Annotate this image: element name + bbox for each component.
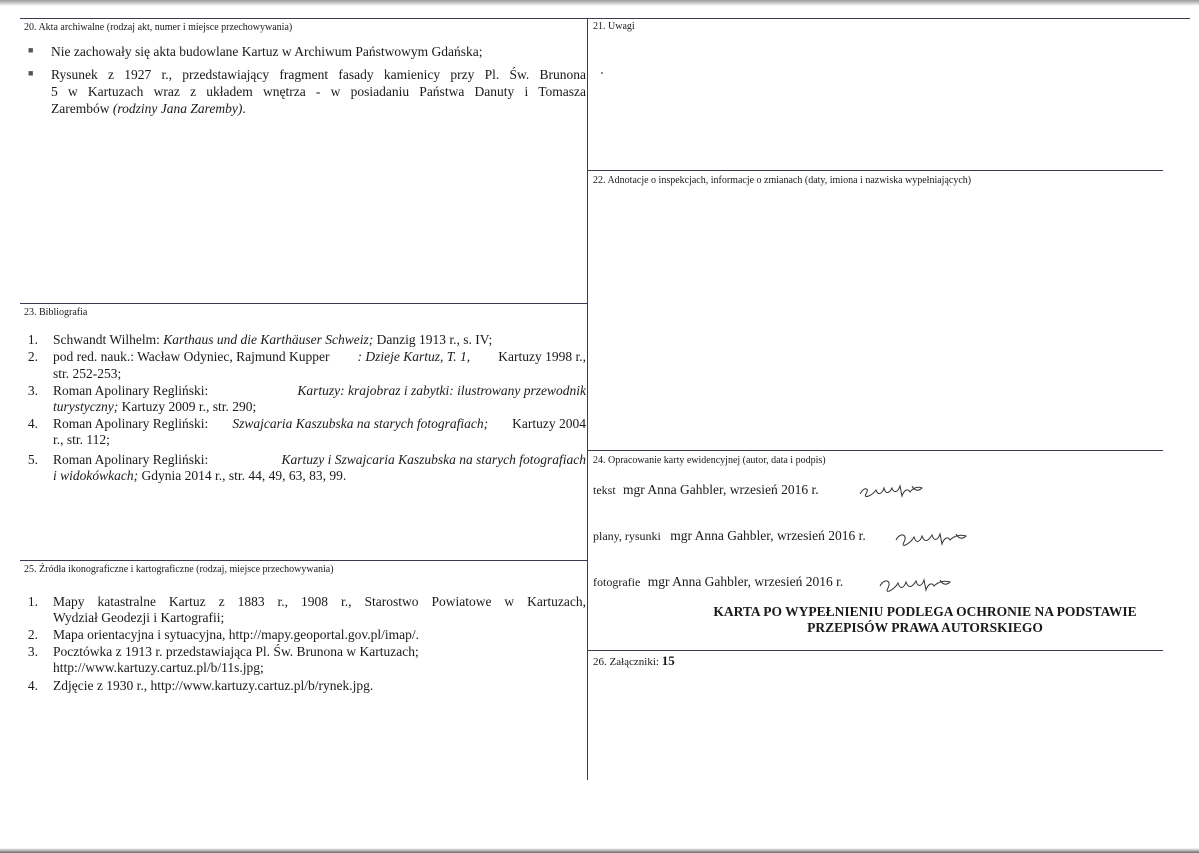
authorship-row-plans <box>593 528 866 544</box>
rule-24-26 <box>587 650 1163 651</box>
authorship-row-photos <box>593 574 843 590</box>
authorship-label: tekst <box>593 483 616 497</box>
authorship-value: mgr Anna Gahbler, wrzesień 2016 r. <box>670 528 866 543</box>
source-item-3: Pocztówka z 1913 r. przedstawiająca Pl. Św. Brunona w Kartuzach; <box>53 644 419 659</box>
section-22-header: 22. Adnotacje o inspekcjach, informacje o zmianach (daty, imiona i nazwiska wypełniających) <box>593 175 972 186</box>
top-rule <box>20 18 1190 19</box>
bib-4-author: Roman Apolinary Regliński: <box>53 416 209 431</box>
source-item-4: Zdjęcie z 1930 r., http://www.kartuzy.cartuz.pl/b/rynek.jpg. <box>53 678 374 693</box>
source-item-3-line-2: http://www.kartuzy.cartuz.pl/b/11s.jpg; <box>53 660 264 675</box>
section-26-header <box>593 655 675 668</box>
bib-number: 4. <box>27 416 38 431</box>
bib-item-4-line-2: r., str. 112; <box>53 432 110 447</box>
bib-1-author: Schwandt Wilhelm: <box>53 332 164 347</box>
bib-5-author: Roman Apolinary Regliński: <box>53 452 209 467</box>
scan-bottom-edge <box>0 848 1199 853</box>
bib-5-title-cont: i widokówkach; <box>53 468 139 483</box>
copyright-notice-line-1: KARTA PO WYPEŁNIENIU PODLEGA OCHRONIE NA PODSTAWIE <box>713 604 1137 619</box>
section-24-header: 24. Opracowanie karty ewidencyjnej (autor, data i podpis) <box>593 455 826 466</box>
section-21-header: 21. Uwagi <box>593 21 635 32</box>
archival-item-2-italic: (rodziny Jana Zaremby) <box>112 101 243 116</box>
bib-item-2-line-2: str. 252-253; <box>53 366 122 381</box>
source-number: 3. <box>27 644 38 659</box>
source-number: 1. <box>27 594 38 609</box>
bullet-icon: ■ <box>28 68 34 78</box>
authorship-label: fotografie <box>593 575 641 589</box>
bib-4-publisher: Kartuzy 2004 <box>512 416 586 431</box>
copyright-notice-line-2: PRZEPISÓW PRAWA AUTORSKIEGO <box>807 620 1043 635</box>
bib-number: 2. <box>27 349 38 364</box>
bib-item-3-line-2 <box>53 399 256 415</box>
bib-item-5-line-2 <box>53 468 346 484</box>
bib-3-author: Roman Apolinary Regliński: <box>53 383 209 398</box>
bib-item-1 <box>53 332 492 348</box>
source-item-1: Mapy katastralne Kartuz z 1883 r., 1908 r., Starostwo Powiatowe w Kartuzach, <box>53 594 586 609</box>
bib-2-publisher: Kartuzy 1998 r., <box>498 349 586 364</box>
rule-20-23 <box>20 303 587 304</box>
bib-2-title: : Dzieje Kartuz, T. 1, <box>357 349 471 364</box>
bib-2-author: pod red. nauk.: Wacław Odyniec, Rajmund Kupper <box>53 349 330 364</box>
section-20-header: 20. Akta archiwalne (rodzaj akt, numer i miejsce przechowywania) <box>24 22 293 33</box>
bib-item-2 <box>53 349 586 365</box>
rule-21-22 <box>587 170 1163 171</box>
archival-item-2-line-3 <box>51 101 246 117</box>
bib-number: 1. <box>27 332 38 347</box>
bib-number: 5. <box>27 452 38 467</box>
bib-4-title: Szwajcaria Kaszubska na starych fotografiach; <box>232 416 489 431</box>
authorship-label: plany, rysunki <box>593 529 661 543</box>
archival-item-2-end: . <box>242 101 246 116</box>
source-item-2: Mapa orientacyjna i sytuacyjna, http://mapy.geoportal.gov.pl/imap/. <box>53 627 420 642</box>
bib-number: 3. <box>27 383 38 398</box>
archival-item-2-text: Zarembów <box>51 101 113 116</box>
bib-3-publisher: Kartuzy 2009 r., str. 290; <box>118 399 257 414</box>
attachments-count: 15 <box>661 653 675 668</box>
archival-item-2-line-2: 5 w Kartuzach wraz z układem wnętrza - w posiadaniu Państwa Danuty i Tomasza <box>51 84 586 99</box>
rule-23-25 <box>20 560 587 561</box>
archival-item-1: Nie zachowały się akta budowlane Kartuz w Archiwum Państwowym Gdańska; <box>51 44 483 59</box>
bib-5-title: Kartuzy i Szwajcaria Kaszubska na starych fotografiach <box>281 452 586 467</box>
bib-item-4 <box>53 416 586 432</box>
rule-22-24 <box>587 450 1163 451</box>
authorship-value: mgr Anna Gahbler, wrzesień 2016 r. <box>623 482 819 497</box>
bib-3-title: Kartuzy: krajobraz i zabytki: ilustrowany przewodnik <box>297 383 586 398</box>
archival-item-2-line-1: Rysunek z 1927 r., przedstawiający fragment fasady kamienicy przy Pl. Św. Brunona <box>51 67 586 82</box>
column-divider <box>587 18 588 780</box>
scan-dot <box>601 72 603 74</box>
bullet-icon: ■ <box>28 45 34 55</box>
signature-icon <box>892 522 972 552</box>
bib-3-title-cont: turystyczny; <box>53 399 119 414</box>
bib-item-5 <box>53 452 586 468</box>
bib-5-publisher: Gdynia 2014 r., str. 44, 49, 63, 83, 99. <box>138 468 347 483</box>
attachments-label: 26. Załączniki: <box>593 656 662 668</box>
bib-item-3 <box>53 383 586 399</box>
source-number: 2. <box>27 627 38 642</box>
signature-icon <box>876 568 956 598</box>
section-25-header: 25. Źródła ikonograficzne i kartograficzne (rodzaj, miejsce przechowywania) <box>24 564 334 575</box>
bib-1-publisher: Danzig 1913 r., s. IV; <box>373 332 493 347</box>
source-number: 4. <box>27 678 38 693</box>
authorship-value: mgr Anna Gahbler, wrzesień 2016 r. <box>647 574 844 589</box>
scan-top-edge <box>0 0 1199 6</box>
source-item-1-line-2: Wydział Geodezji i Kartografii; <box>53 610 225 625</box>
authorship-row-text <box>593 482 819 498</box>
section-23-header: 23. Bibliografia <box>24 307 88 318</box>
bib-1-title: Karthaus und die Karthäuser Schweiz; <box>163 332 374 347</box>
signature-icon <box>856 474 928 504</box>
